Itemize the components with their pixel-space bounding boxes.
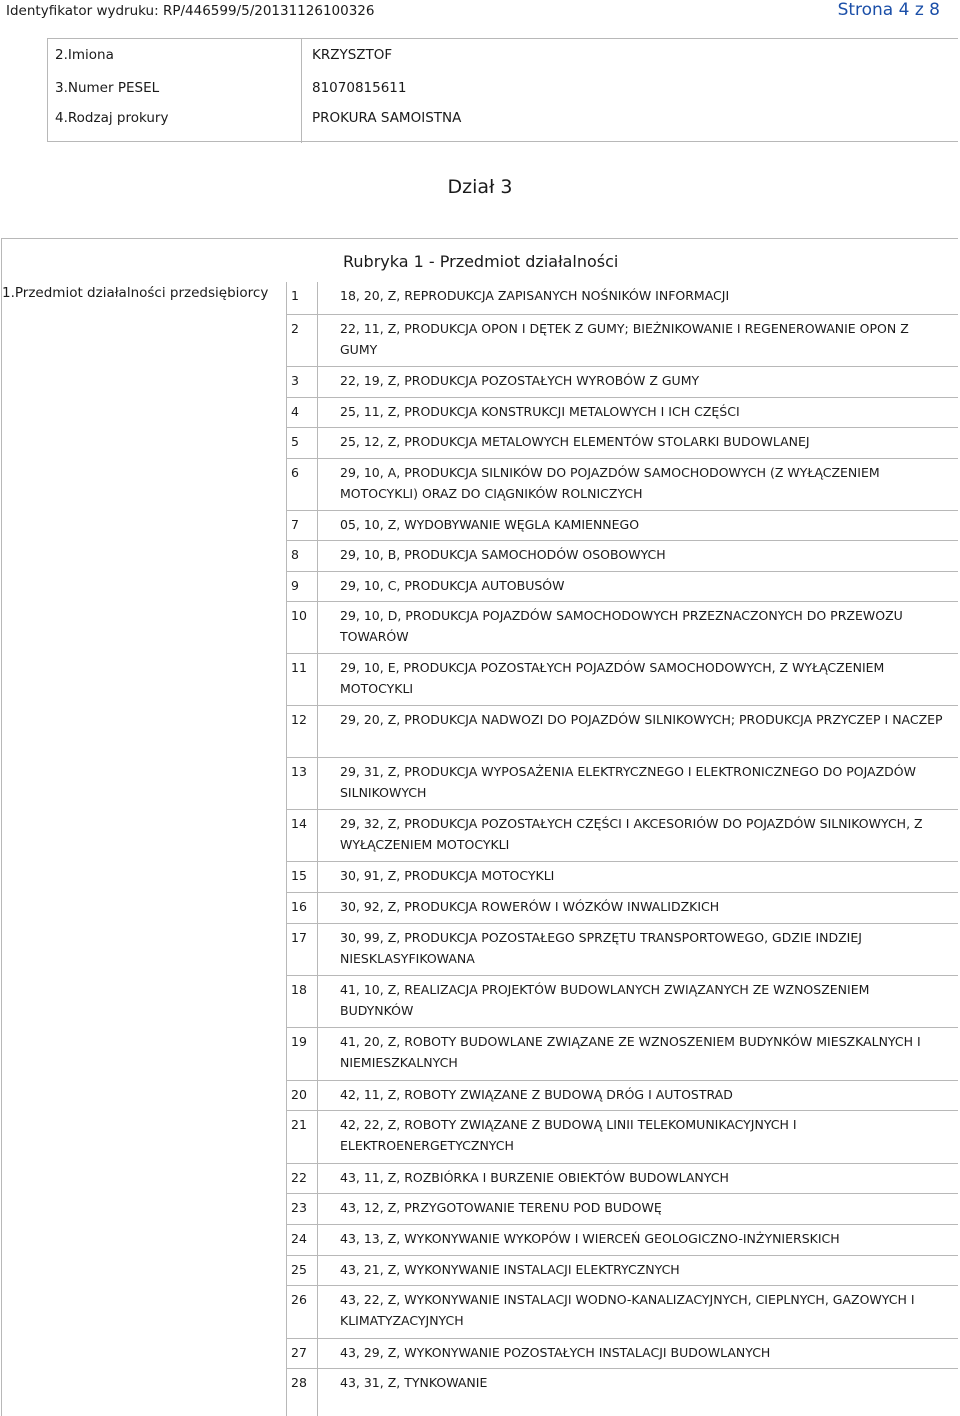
item-text: 42, 11, Z, ROBOTY ZWIĄZANE Z BUDOWĄ DRÓG I AUTOSTRAD bbox=[340, 1087, 733, 1102]
person-table bbox=[47, 38, 958, 142]
item-text: 25, 11, Z, PRODUKCJA KONSTRUKCJI METALOWYCH I ICH CZĘŚCI bbox=[340, 404, 740, 419]
item-number: 4 bbox=[291, 404, 299, 419]
list-item bbox=[286, 1110, 958, 1153]
print-header bbox=[0, 0, 960, 24]
list-item bbox=[286, 1193, 958, 1215]
row-value: KRZYSZTOF bbox=[312, 47, 393, 63]
item-number: 17 bbox=[291, 930, 307, 945]
list-item bbox=[286, 510, 958, 532]
item-text: 43, 22, Z, WYKONYWANIE INSTALACJI WODNO-KANALIZACYJNYCH, CIEPLNYCH, GAZOWYCH I KLIMATYZACYJNYCH bbox=[340, 1292, 915, 1328]
rubryka-title: Rubryka 1 - Przedmiot działalności bbox=[343, 252, 619, 271]
list-item bbox=[286, 1338, 958, 1360]
item-text: 43, 29, Z, WYKONYWANIE POZOSTAŁYCH INSTALACJI BUDOWLANYCH bbox=[340, 1345, 771, 1360]
list-item bbox=[286, 809, 958, 852]
item-number: 21 bbox=[291, 1117, 307, 1132]
item-text: 29, 32, Z, PRODUKCJA POZOSTAŁYCH CZĘŚCI I AKCESORIÓW DO POJAZDÓW SILNIKOWYCH, Z WYŁĄCZENIEM MOTOCYKLI bbox=[340, 816, 923, 852]
list-item bbox=[286, 427, 958, 449]
item-number: 14 bbox=[291, 816, 307, 831]
item-text: 22, 11, Z, PRODUKCJA OPON I DĘTEK Z GUMY; BIEŻNIKOWANIE I REGENEROWANIE OPON Z GUMY bbox=[340, 321, 909, 357]
list-item bbox=[286, 314, 958, 357]
item-text: 30, 91, Z, PRODUKCJA MOTOCYKLI bbox=[340, 868, 555, 883]
item-number: 20 bbox=[291, 1087, 307, 1102]
item-number: 6 bbox=[291, 465, 299, 480]
item-text: 29, 31, Z, PRODUKCJA WYPOSAŻENIA ELEKTRYCZNEGO I ELEKTRONICZNEGO DO POJAZDÓW SILNIKOWYCH bbox=[340, 764, 916, 800]
item-number: 15 bbox=[291, 868, 307, 883]
item-number: 18 bbox=[291, 982, 307, 997]
list-item bbox=[286, 571, 958, 593]
row-value: 81070815611 bbox=[312, 80, 407, 96]
list-item bbox=[286, 861, 958, 883]
item-text: 29, 20, Z, PRODUKCJA NADWOZI DO POJAZDÓW SILNIKOWYCH; PRODUKCJA PRZYCZEP I NACZEP bbox=[340, 712, 943, 727]
field-label: 1.Przedmiot działalności przedsiębiorcy bbox=[2, 285, 269, 301]
list-item bbox=[286, 601, 958, 644]
item-number: 11 bbox=[291, 660, 307, 675]
list-item bbox=[286, 1163, 958, 1185]
item-text: 43, 21, Z, WYKONYWANIE INSTALACJI ELEKTRYCZNYCH bbox=[340, 1262, 680, 1277]
item-text: 42, 22, Z, ROBOTY ZWIĄZANE Z BUDOWĄ LINII TELEKOMUNIKACYJNYCH I ELEKTROENERGETYCZNYCH bbox=[340, 1117, 797, 1153]
section-title: Dział 3 bbox=[447, 176, 513, 198]
row-value: PROKURA SAMOISTNA bbox=[312, 110, 462, 126]
item-text: 30, 92, Z, PRODUKCJA ROWERÓW I WÓZKÓW INWALIDZKICH bbox=[340, 899, 720, 914]
item-number: 13 bbox=[291, 764, 307, 779]
item-number: 25 bbox=[291, 1262, 307, 1277]
row-label: 2.Imiona bbox=[55, 47, 114, 63]
item-text: 29, 10, B, PRODUKCJA SAMOCHODÓW OSOBOWYCH bbox=[340, 547, 666, 562]
list-item bbox=[286, 975, 958, 1018]
person-row-proxy-type bbox=[48, 102, 958, 132]
item-text: 29, 10, E, PRODUKCJA POZOSTAŁYCH POJAZDÓW SAMOCHODOWYCH, Z WYŁĄCZENIEM MOTOCYKLI bbox=[340, 660, 885, 696]
item-text: 41, 10, Z, REALIZACJA PROJEKTÓW BUDOWLANYCH ZWIĄZANYCH ZE WZNOSZENIEM BUDYNKÓW bbox=[340, 982, 870, 1018]
list-item bbox=[286, 757, 958, 800]
list-item bbox=[286, 923, 958, 966]
list-item bbox=[286, 705, 958, 727]
item-number: 23 bbox=[291, 1200, 307, 1215]
item-number: 5 bbox=[291, 434, 299, 449]
list-item bbox=[286, 458, 958, 501]
item-number: 3 bbox=[291, 373, 299, 388]
item-number: 16 bbox=[291, 899, 307, 914]
list-item bbox=[286, 1080, 958, 1102]
list-item bbox=[286, 1224, 958, 1246]
item-number: 9 bbox=[291, 578, 299, 593]
print-identifier: Identyfikator wydruku: RP/446599/5/20131126100326 bbox=[6, 3, 375, 19]
item-number: 19 bbox=[291, 1034, 307, 1049]
item-number: 24 bbox=[291, 1231, 307, 1246]
item-number: 8 bbox=[291, 547, 299, 562]
item-text: 25, 12, Z, PRODUKCJA METALOWYCH ELEMENTÓW STOLARKI BUDOWLANEJ bbox=[340, 434, 810, 449]
list-item bbox=[286, 540, 958, 562]
list-item bbox=[286, 1027, 958, 1070]
list-item bbox=[286, 653, 958, 696]
row-label: 3.Numer PESEL bbox=[55, 80, 160, 96]
item-number: 26 bbox=[291, 1292, 307, 1307]
item-number: 27 bbox=[291, 1345, 307, 1360]
item-text: 43, 12, Z, PRZYGOTOWANIE TERENU POD BUDOWĘ bbox=[340, 1200, 662, 1215]
page-number: Strona 4 z 8 bbox=[837, 0, 940, 20]
item-text: 29, 10, C, PRODUKCJA AUTOBUSÓW bbox=[340, 578, 565, 593]
item-number: 12 bbox=[291, 712, 307, 727]
item-text: 30, 99, Z, PRODUKCJA POZOSTAŁEGO SPRZĘTU TRANSPORTOWEGO, GDZIE INDZIEJ NIESKLASYFIKOWANA bbox=[340, 930, 862, 966]
item-text: 41, 20, Z, ROBOTY BUDOWLANE ZWIĄZANE ZE WZNOSZENIEM BUDYNKÓW MIESZKALNYCH I NIEMIESZKALNYCH bbox=[340, 1034, 921, 1070]
item-number: 7 bbox=[291, 517, 299, 532]
item-number: 2 bbox=[291, 321, 299, 336]
list-item bbox=[286, 892, 958, 914]
item-text: 22, 19, Z, PRODUKCJA POZOSTAŁYCH WYROBÓW Z GUMY bbox=[340, 373, 700, 388]
item-number: 1 bbox=[291, 288, 299, 303]
person-row-names bbox=[48, 39, 958, 69]
person-row-pesel bbox=[48, 72, 958, 102]
item-number: 10 bbox=[291, 608, 307, 623]
item-number: 22 bbox=[291, 1170, 307, 1185]
item-text: 43, 31, Z, TYNKOWANIE bbox=[340, 1375, 488, 1390]
item-text: 05, 10, Z, WYDOBYWANIE WĘGLA KAMIENNEGO bbox=[340, 517, 640, 532]
item-text: 29, 10, D, PRODUKCJA POJAZDÓW SAMOCHODOWYCH PRZEZNACZONYCH DO PRZEWOZU TOWARÓW bbox=[340, 608, 903, 644]
item-number: 28 bbox=[291, 1375, 307, 1390]
list-item bbox=[286, 1255, 958, 1277]
item-text: 18, 20, Z, REPRODUKCJA ZAPISANYCH NOŚNIKÓW INFORMACJI bbox=[340, 288, 730, 303]
list-item bbox=[286, 366, 958, 388]
item-text: 43, 13, Z, WYKONYWANIE WYKOPÓW I WIERCEŃ GEOLOGICZNO-INŻYNIERSKICH bbox=[340, 1231, 840, 1246]
item-text: 29, 10, A, PRODUKCJA SILNIKÓW DO POJAZDÓW SAMOCHODOWYCH (Z WYŁĄCZENIEM MOTOCYKLI) ORAZ DO CIĄGNIKÓW ROLNICZYCH bbox=[340, 465, 880, 501]
item-text: 43, 11, Z, ROZBIÓRKA I BURZENIE OBIEKTÓW BUDOWLANYCH bbox=[340, 1170, 729, 1185]
list-item bbox=[286, 282, 958, 303]
list-item bbox=[286, 397, 958, 419]
row-label: 4.Rodzaj prokury bbox=[55, 110, 169, 126]
list-item bbox=[286, 1368, 958, 1390]
list-item bbox=[286, 1285, 958, 1328]
